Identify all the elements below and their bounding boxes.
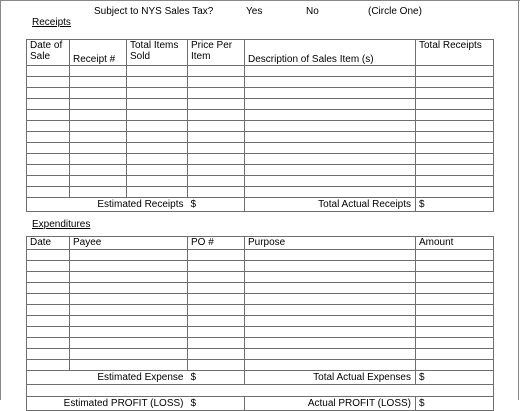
- receipts-cell[interactable]: [416, 143, 494, 154]
- expenditures-row: [27, 360, 494, 371]
- actual-profit-field[interactable]: $: [416, 397, 494, 411]
- expenditures-cell[interactable]: [27, 360, 70, 371]
- receipts-cell[interactable]: [188, 77, 245, 88]
- receipts-cell[interactable]: [70, 176, 127, 187]
- receipts-cell[interactable]: [27, 165, 70, 176]
- receipts-cell[interactable]: [27, 187, 70, 198]
- col-po-number: PO #: [188, 237, 245, 250]
- receipts-cell[interactable]: [188, 154, 245, 165]
- expenditures-cell[interactable]: [70, 250, 188, 261]
- receipts-cell[interactable]: [188, 165, 245, 176]
- receipts-row: [27, 88, 494, 99]
- receipts-cell[interactable]: [245, 132, 416, 143]
- col-purpose: Purpose: [245, 237, 416, 250]
- receipts-row: [27, 187, 494, 198]
- expenditures-cell[interactable]: [416, 261, 494, 272]
- receipts-cell[interactable]: [127, 66, 188, 77]
- receipts-cell[interactable]: [188, 66, 245, 77]
- receipts-cell[interactable]: [245, 110, 416, 121]
- col-date-of-sale: Date of Sale: [27, 40, 70, 66]
- expenditures-cell[interactable]: [188, 294, 245, 305]
- receipts-cell[interactable]: [70, 187, 127, 198]
- receipts-cell[interactable]: [245, 176, 416, 187]
- receipts-cell[interactable]: [127, 121, 188, 132]
- expenditures-cell[interactable]: [416, 327, 494, 338]
- receipts-cell[interactable]: [188, 132, 245, 143]
- receipts-row: [27, 143, 494, 154]
- receipts-cell[interactable]: [27, 99, 70, 110]
- expenditures-cell[interactable]: [27, 305, 70, 316]
- receipts-cell[interactable]: [127, 187, 188, 198]
- receipts-cell[interactable]: [245, 99, 416, 110]
- expenditures-cell[interactable]: [70, 305, 188, 316]
- actual-profit-label: Actual PROFIT (LOSS): [245, 397, 416, 411]
- receipts-cell[interactable]: [127, 176, 188, 187]
- receipts-cell[interactable]: [188, 99, 245, 110]
- receipts-cell[interactable]: [127, 110, 188, 121]
- expenditures-heading: Expenditures: [32, 219, 91, 230]
- receipts-cell[interactable]: [245, 88, 416, 99]
- expenditures-totals-row: [27, 371, 494, 385]
- expenditures-cell[interactable]: [245, 294, 416, 305]
- expenditures-cell[interactable]: [188, 327, 245, 338]
- expenditures-cell[interactable]: [416, 272, 494, 283]
- receipts-cell[interactable]: [416, 176, 494, 187]
- expenditures-cell[interactable]: [245, 349, 416, 360]
- col-amount: Amount: [416, 237, 494, 250]
- receipts-cell[interactable]: [70, 110, 127, 121]
- receipts-header-row: [27, 40, 494, 66]
- total-actual-receipts-field[interactable]: $: [416, 198, 494, 212]
- expenditures-cell[interactable]: [245, 360, 416, 371]
- expenditures-cell[interactable]: [188, 338, 245, 349]
- expenditures-cell[interactable]: [416, 305, 494, 316]
- receipts-row: [27, 154, 494, 165]
- receipts-cell[interactable]: [245, 143, 416, 154]
- receipts-cell[interactable]: [27, 88, 70, 99]
- receipts-row: [27, 110, 494, 121]
- expenditures-cell[interactable]: [188, 283, 245, 294]
- expenditures-cell[interactable]: [70, 316, 188, 327]
- sales-tax-label: Subject to NYS Sales Tax?: [94, 6, 214, 17]
- expenditures-row: [27, 294, 494, 305]
- expenditures-cell[interactable]: [27, 294, 70, 305]
- receipts-cell[interactable]: [416, 165, 494, 176]
- col-total-items-sold: Total Items Sold: [127, 40, 188, 66]
- expenditures-cell[interactable]: [188, 349, 245, 360]
- expenditures-cell[interactable]: [245, 272, 416, 283]
- receipts-cell[interactable]: [127, 143, 188, 154]
- receipts-row: [27, 99, 494, 110]
- total-actual-expenses-field[interactable]: $: [416, 371, 494, 385]
- receipts-cell[interactable]: [245, 154, 416, 165]
- expenditures-cell[interactable]: [27, 283, 70, 294]
- receipts-cell[interactable]: [416, 99, 494, 110]
- receipts-rows: [27, 66, 494, 198]
- receipts-cell[interactable]: [27, 66, 70, 77]
- receipts-cell[interactable]: [127, 88, 188, 99]
- receipts-row: [27, 165, 494, 176]
- receipts-cell[interactable]: [188, 110, 245, 121]
- estimated-expense-field[interactable]: $: [188, 371, 245, 385]
- receipts-cell[interactable]: [127, 165, 188, 176]
- expenditures-cell[interactable]: [188, 250, 245, 261]
- circle-one-note: (Circle One): [368, 6, 422, 17]
- receipts-cell[interactable]: [70, 66, 127, 77]
- receipts-cell[interactable]: [416, 132, 494, 143]
- receipts-cell[interactable]: [27, 176, 70, 187]
- estimated-receipts-field[interactable]: $: [188, 198, 245, 212]
- expenditures-cell[interactable]: [245, 316, 416, 327]
- receipts-cell[interactable]: [416, 187, 494, 198]
- receipts-cell[interactable]: [245, 165, 416, 176]
- receipts-cell[interactable]: [188, 121, 245, 132]
- expenditures-cell[interactable]: [416, 349, 494, 360]
- receipts-cell[interactable]: [127, 132, 188, 143]
- expenditures-cell[interactable]: [70, 338, 188, 349]
- expenditures-cell[interactable]: [70, 327, 188, 338]
- col-price-per-item: Price Per Item: [188, 40, 245, 66]
- expenditures-cell[interactable]: [416, 316, 494, 327]
- expenditures-cell[interactable]: [70, 272, 188, 283]
- receipts-cell[interactable]: [27, 110, 70, 121]
- receipts-cell[interactable]: [70, 143, 127, 154]
- total-actual-receipts-label: Total Actual Receipts: [245, 198, 416, 212]
- receipts-cell[interactable]: [416, 110, 494, 121]
- receipts-cell[interactable]: [70, 99, 127, 110]
- receipts-row: [27, 121, 494, 132]
- expenditures-cell[interactable]: [245, 338, 416, 349]
- receipts-cell[interactable]: [70, 165, 127, 176]
- expenditures-cell[interactable]: [70, 261, 188, 272]
- expenditures-cell[interactable]: [27, 349, 70, 360]
- expenditures-cell[interactable]: [245, 283, 416, 294]
- receipts-cell[interactable]: [416, 88, 494, 99]
- expenditures-row: [27, 272, 494, 283]
- sales-tax-no[interactable]: No: [306, 6, 319, 17]
- expenditures-cell[interactable]: [70, 349, 188, 360]
- expenditures-spacer-row: [27, 385, 494, 397]
- receipts-cell[interactable]: [188, 88, 245, 99]
- expenditures-cell[interactable]: [416, 283, 494, 294]
- expenditures-cell[interactable]: [70, 283, 188, 294]
- receipts-cell[interactable]: [245, 121, 416, 132]
- receipts-cell[interactable]: [27, 121, 70, 132]
- receipts-cell[interactable]: [416, 66, 494, 77]
- expenditures-row: [27, 250, 494, 261]
- expenditures-cell[interactable]: [27, 327, 70, 338]
- expenditures-cell[interactable]: [245, 261, 416, 272]
- expenditures-cell[interactable]: [27, 272, 70, 283]
- page-top-border: [0, 0, 520, 1]
- receipts-row: [27, 176, 494, 187]
- receipts-cell[interactable]: [70, 132, 127, 143]
- expenditures-cell[interactable]: [27, 261, 70, 272]
- receipts-cell[interactable]: [188, 143, 245, 154]
- receipts-cell[interactable]: [27, 132, 70, 143]
- expenditures-cell[interactable]: [416, 250, 494, 261]
- receipts-cell[interactable]: [416, 77, 494, 88]
- receipts-cell[interactable]: [27, 77, 70, 88]
- expenditures-row: [27, 283, 494, 294]
- col-description: Description of Sales Item (s): [245, 40, 416, 66]
- receipts-cell[interactable]: [188, 187, 245, 198]
- receipts-table: [26, 39, 494, 212]
- receipts-row: [27, 77, 494, 88]
- expenditures-cell[interactable]: [27, 316, 70, 327]
- expenditures-rows: [27, 250, 494, 371]
- total-actual-expenses-label: Total Actual Expenses: [245, 371, 416, 385]
- receipts-cell[interactable]: [245, 77, 416, 88]
- expenditures-cell[interactable]: [245, 327, 416, 338]
- estimated-receipts-label: Estimated Receipts: [27, 198, 188, 212]
- expenditures-cell[interactable]: [416, 338, 494, 349]
- receipts-cell[interactable]: [245, 187, 416, 198]
- receipts-cell[interactable]: [188, 176, 245, 187]
- expenditures-cell[interactable]: [27, 338, 70, 349]
- receipts-cell[interactable]: [416, 121, 494, 132]
- col-payee: Payee: [70, 237, 188, 250]
- expenditures-header-row: [27, 237, 494, 250]
- receipts-cell[interactable]: [27, 143, 70, 154]
- expenditures-cell[interactable]: [416, 360, 494, 371]
- expenditures-cell[interactable]: [245, 305, 416, 316]
- expenditures-table: [26, 236, 494, 411]
- expenditures-row: [27, 261, 494, 272]
- col-date: Date: [27, 237, 70, 250]
- col-total-receipts: Total Receipts: [416, 40, 494, 66]
- expenditures-cell[interactable]: [70, 360, 188, 371]
- expenditures-row: [27, 316, 494, 327]
- receipts-cell[interactable]: [70, 121, 127, 132]
- expenditures-cell[interactable]: [70, 294, 188, 305]
- estimated-profit-field[interactable]: $: [188, 397, 245, 411]
- expenditures-row: [27, 327, 494, 338]
- receipts-row: [27, 132, 494, 143]
- receipts-cell[interactable]: [416, 154, 494, 165]
- expenditures-cell[interactable]: [245, 250, 416, 261]
- expenditures-row: [27, 349, 494, 360]
- receipts-cell[interactable]: [27, 154, 70, 165]
- receipts-cell[interactable]: [127, 99, 188, 110]
- sales-tax-yes[interactable]: Yes: [246, 6, 263, 17]
- estimated-profit-label: Estimated PROFIT (LOSS): [27, 397, 188, 411]
- receipts-totals-row: [27, 198, 494, 212]
- receipts-cell[interactable]: [70, 88, 127, 99]
- col-receipt-number: Receipt #: [70, 40, 127, 66]
- receipts-cell[interactable]: [127, 77, 188, 88]
- expenditures-cell[interactable]: [188, 305, 245, 316]
- receipts-row: [27, 66, 494, 77]
- expenditures-cell[interactable]: [27, 250, 70, 261]
- receipts-cell[interactable]: [70, 154, 127, 165]
- receipts-heading: Receipts: [32, 17, 71, 28]
- expenditures-cell[interactable]: [188, 261, 245, 272]
- expenditures-cell[interactable]: [188, 360, 245, 371]
- profit-row: [27, 397, 494, 411]
- expenditures-cell[interactable]: [188, 272, 245, 283]
- estimated-expense-label: Estimated Expense: [27, 371, 188, 385]
- receipts-cell[interactable]: [245, 66, 416, 77]
- expenditures-cell[interactable]: [188, 316, 245, 327]
- receipts-cell[interactable]: [70, 77, 127, 88]
- expenditures-cell[interactable]: [416, 294, 494, 305]
- expenditures-row: [27, 305, 494, 316]
- expenditures-row: [27, 338, 494, 349]
- receipts-cell[interactable]: [127, 154, 188, 165]
